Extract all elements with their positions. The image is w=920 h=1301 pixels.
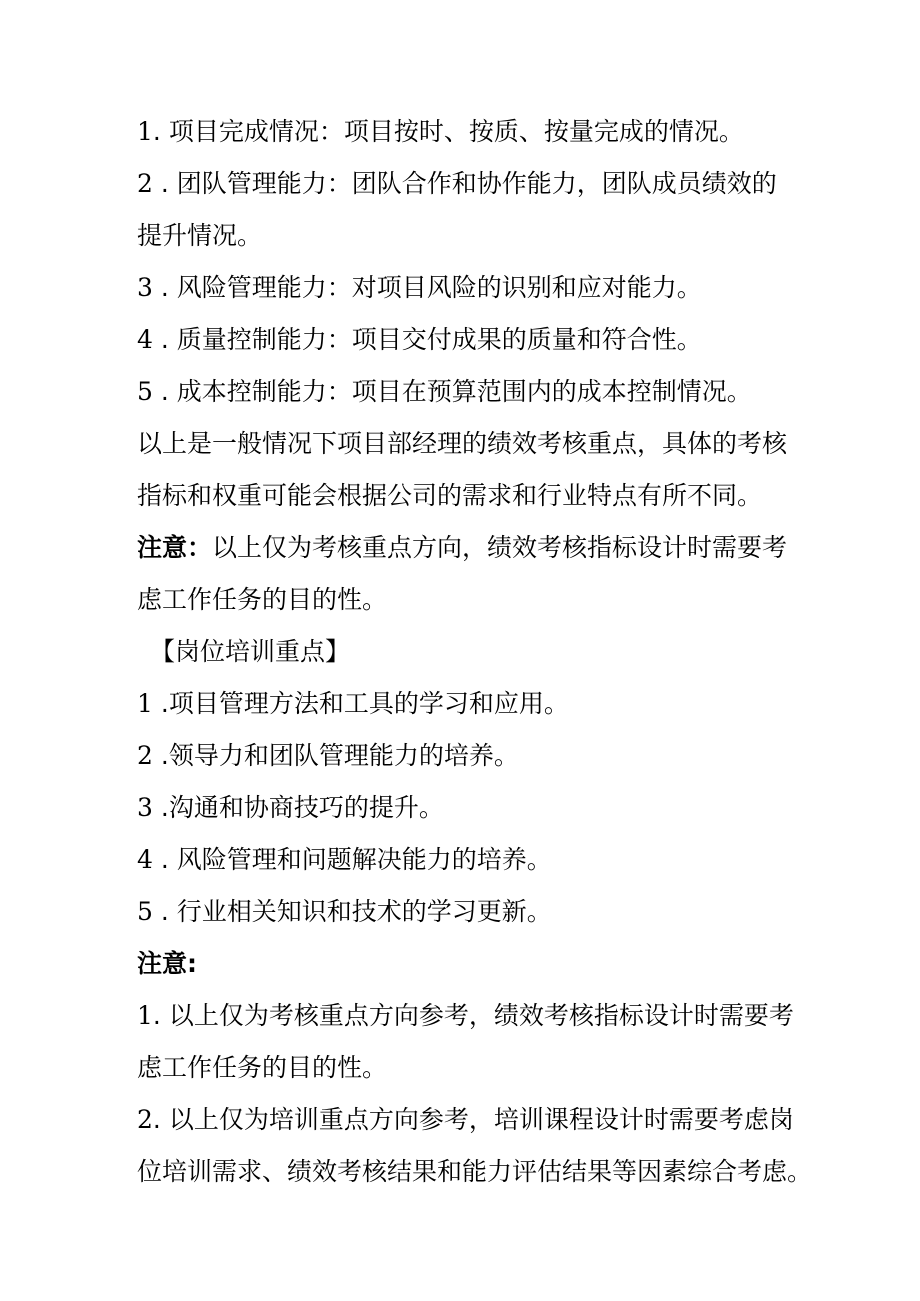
item-separator: . xyxy=(152,117,169,146)
assessment-item-2 xyxy=(137,158,797,210)
item-number: 1 xyxy=(137,1001,153,1030)
assessment-item-2-continuation: 提升情况。 xyxy=(137,221,263,250)
item-separator: . xyxy=(152,1001,169,1030)
summary-line-1: 以上是一般情况下项目部经理的绩效考核重点，具体的考核 xyxy=(137,429,788,458)
item-number: 2 xyxy=(137,1105,153,1134)
item-text: 团队管理能力：团队合作和协作能力，团队成员绩效的 xyxy=(176,169,777,198)
training-heading: 【岗位培训重点】 xyxy=(150,637,351,666)
item-number: 5 xyxy=(137,377,153,406)
item-text: 沟通和协商技巧的提升。 xyxy=(168,793,444,822)
training-item-3 xyxy=(137,782,797,834)
item-separator: . xyxy=(152,169,177,198)
item-text: 项目完成情况：项目按时、按质、按量完成的情况。 xyxy=(168,117,744,146)
item-separator: . xyxy=(152,741,169,770)
item-number: 2 xyxy=(137,169,153,198)
note-2-item-1-line-1 xyxy=(137,990,797,1042)
note-2-label: 注意: xyxy=(137,949,197,978)
note-1-line-1 xyxy=(137,522,797,574)
note-1-line-2: 虑工作任务的目的性。 xyxy=(137,585,388,614)
assessment-item-4 xyxy=(137,314,797,366)
item-text: 以上仅为考核重点方向参考，绩效考核指标设计时需要考 xyxy=(168,1001,794,1030)
item-number: 4 xyxy=(137,325,153,354)
note-2-item-2-line-2: 位培训需求、绩效考核结果和能力评估结果等因素综合考虑。 xyxy=(137,1157,813,1186)
item-separator: . xyxy=(152,793,169,822)
item-text: 领导力和团队管理能力的培养。 xyxy=(168,741,519,770)
item-number: 4 xyxy=(137,845,153,874)
item-text: 行业相关知识和技术的学习更新。 xyxy=(176,897,552,926)
item-number: 2 xyxy=(137,741,153,770)
training-item-4 xyxy=(137,834,797,886)
training-item-1 xyxy=(137,678,797,730)
item-number: 5 xyxy=(137,897,153,926)
summary-line-2: 指标和权重可能会根据公司的需求和行业特点有所不同。 xyxy=(137,481,763,510)
item-separator: . xyxy=(152,377,177,406)
item-number: 3 xyxy=(137,273,153,302)
assessment-item-3 xyxy=(137,262,797,314)
assessment-item-5 xyxy=(137,366,797,418)
note-2-item-1-line-2: 虑工作任务的目的性。 xyxy=(137,1053,388,1082)
item-separator: . xyxy=(152,273,177,302)
assessment-item-1 xyxy=(137,106,797,158)
item-text: 风险管理和问题解决能力的培养。 xyxy=(176,845,552,874)
item-text: 项目管理方法和工具的学习和应用。 xyxy=(168,689,569,718)
item-text: 以上仅为培训重点方向参考，培训课程设计时需要考虑岗 xyxy=(168,1105,794,1134)
item-text: 质量控制能力：项目交付成果的质量和符合性。 xyxy=(176,325,702,354)
item-separator: . xyxy=(152,325,177,354)
note-text: 以上仅为考核重点方向，绩效考核指标设计时需要考 xyxy=(212,533,788,562)
document-page xyxy=(137,106,813,1198)
item-number: 1 xyxy=(137,117,153,146)
training-item-5 xyxy=(137,886,797,938)
item-number: 3 xyxy=(137,793,153,822)
note-label: 注意： xyxy=(137,533,213,562)
training-item-2 xyxy=(137,730,797,782)
item-number: 1 xyxy=(137,689,153,718)
item-text: 成本控制能力：项目在预算范围内的成本控制情况。 xyxy=(176,377,752,406)
item-separator: . xyxy=(152,1105,169,1134)
note-2-item-2-line-1 xyxy=(137,1094,797,1146)
item-separator: . xyxy=(152,845,177,874)
item-separator: . xyxy=(152,897,177,926)
item-text: 风险管理能力：对项目风险的识别和应对能力。 xyxy=(176,273,702,302)
item-separator: . xyxy=(152,689,169,718)
